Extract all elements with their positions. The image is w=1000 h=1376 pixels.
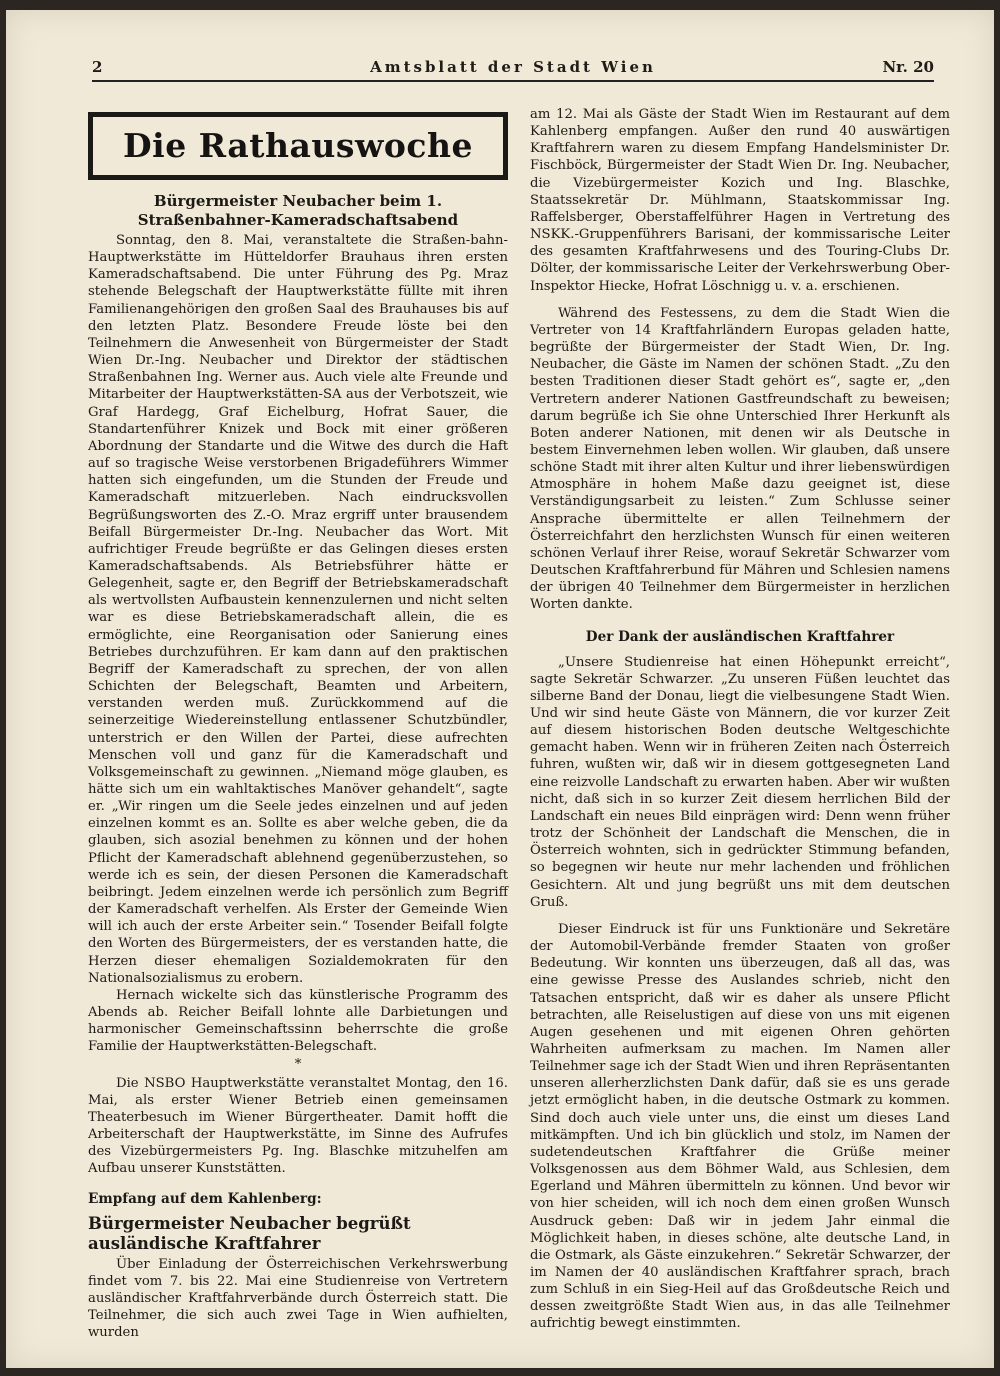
header-rule (92, 80, 934, 82)
publication-title: Amtsblatt der Stadt Wien (370, 58, 656, 76)
story2-paragraph: Während des Festessens, zu dem die Stadt Wien die Vertreter von 14 Kraftfahrländern Europas geladen hatte, begrüßte der Bürgermeister der Stadt Wien, Dr. Ing. Neubacher, die Gäste im Namen der schönen Stadt. „Zu den besten Traditionen dieser Stadt gehört es“, sagte er, „den Vertretern anderer Nationen Gastfreundschaft zu beweisen; darum begrüße ich Sie ohne Unterschied Ihrer Herkunft als Boten anderer Nationen, mit denen wir als Deutsche in bestem Einvernehmen leben wollen. Wir glauben, daß unsere schöne Stadt mit ihrer alten Kultur und ihrer liebenswürdigen Atmosphäre in hohem Maße dazu geeignet ist, diese Verständigungsarbeit zu leisten.“ Zum Schlusse seiner Ansprache übermittelte er allen Teilnehmern der Österreichfahrt den herzlichsten Wunsch für einen weiteren schönen Verlauf ihrer Reise, worauf Sekretär Schwarzer vom Deutschen Kraftfahrerbund für Mähren und Schlesien namens der übrigen 40 Teilnehmer dem Bürgermeister in herzlichen Worten dankte. (530, 305, 950, 613)
story1-headline: Bürgermeister Neubacher beim 1. Straßenbahner-Kameradschaftsabend (137, 192, 459, 229)
right-column (530, 106, 950, 1333)
newspaper-page (6, 10, 994, 1368)
issue-number: Nr. 20 (882, 58, 934, 76)
story3-paragraph: Dieser Eindruck ist für uns Funktionäre und Sekretäre der Automobil-Verbände fremder Staaten von großer Bedeutung. Wir konnten uns überzeugen, daß all das, was eine gewisse Presse des Auslandes schrieb, nicht den Tatsachen entspricht, daß wir es daher als unsere Pflicht betrachten, alle Reiselustigen auf diese von uns mit eigenen Augen gesehenen und mit eigenen Ohren gehörten Wahrheiten aufmerksam zu machen. Im Namen aller Teilnehmer sage ich der Stadt Wien und ihren Repräsentanten unseren allerherzlichsten Dank dafür, daß sie es uns gerade jetzt ermöglicht haben, in die deutsche Ostmark zu kommen. Sind doch auch viele unter uns, die einst um dieses Land mitkämpften. Und ich bin glücklich und stolz, im Namen der sudetendeutschen Kraftfahrer die Grüße meiner Volksgenossen aus dem Böhmer Wald, aus Schlesien, dem Egerland und Mähren übermitteln zu können. Und bevor wir von hier scheiden, will ich noch dem einen großen Wunsch Ausdruck geben: Daß wir in jedem Jahr einmal die Möglichkeit haben, in dieses schöne, alte deutsche Land, in die Ostmark, als Gäste einzukehren.“ Sekretär Schwarzer, der im Namen der 40 ausländischen Kraftfahrer sprach, brach zum Schluß in ein Sieg-Heil auf das Großdeutsche Reich und dessen zweitgrößte Stadt Wien aus, in das alle Teilnehmer aufrichtig bewegt einstimmten. (530, 921, 950, 1332)
left-column (88, 106, 508, 1341)
story1-paragraph: Hernach wickelte sich das künstlerische Programm des Abends ab. Reicher Beifall lohnte alle Darbietungen und harmonischer Gemeinschaftssinn beherrschte die große Familie der Hauptwerkstätten-Belegschaft. (88, 987, 508, 1055)
story2-paragraph-continued: am 12. Mai als Gäste der Stadt Wien im Restaurant auf dem Kahlenberg empfangen. Außer den rund 40 auswärtigen Kraftfahrern waren zu diesem Empfang Handelsminister Dr. Fischböck, Bürgermeister der Stadt Wien Dr. Ing. Neubacher, die Vizebürgermeister Kozich und Ing. Blaschke, Staatssekretär Dr. Mühlmann, Staatskommissar Ing. Raffelsberger, Oberstaffelführer Hagen in Vertretung des NSKK.-Gruppenführers Barisani, der kommissarische Leiter des gesamten Kraftfahrwesens und des Touring-Clubs Dr. Dölter, der kommissarische Leiter der Verkehrswerbung Ober-Inspektor Hiecke, Hofrat Löschnigg u. v. a. erschienen. (530, 107, 950, 294)
running-head (92, 58, 934, 80)
section-title-box (88, 112, 508, 180)
story3-headline: Der Dank der ausländischen Kraftfahrer (585, 628, 895, 645)
story3-paragraph: „Unsere Studienreise hat einen Höhepunkt erreicht“, sagte Sekretär Schwarzer. „Zu unseren Füßen leuchtet das silberne Band der Donau, liegt die vielbesungene Stadt Wien. Und wir sind heute Gäste von Männern, die vor kurzer Zeit auf diesem historischen Boden deutsche Weltgeschichte gemacht haben. Wenn wir in früheren Zeiten nach Österreich fuhren, wußten wir, daß wir in diesem gottgesegneten Land eine reizvolle Landschaft zu erwarten haben. Aber wir wußten nicht, daß sich in so kurzer Zeit diesem herrlichen Bild der Landschaft ein neues Bild einprägen wird: Denn wenn früher trotz der Schönheit der Landschaft die Menschen, die in Österreich wohnten, sich in gedrückter Stimmung befanden, so begegnen wir heute nur mehr lachenden und fröhlichen Gesichtern. Alt und jung begrüßt uns mit dem deutschen Gruß. (530, 654, 950, 910)
section-title: Die Rathauswoche (123, 126, 473, 166)
story2-headline: Bürgermeister Neubacher begrüßt ausländische Kraftfahrer (88, 1213, 411, 1253)
story2-paragraph: Über Einladung der Österreichischen Verkehrswerbung findet vom 7. bis 22. Mai eine Studienreise von Vertretern ausländischer Kraftfahrverbände durch Österreich statt. Die Teilnehmer, die sich auch zwei Tage in Wien aufhielten, wurden (88, 1256, 508, 1341)
story1-paragraph: Sonntag, den 8. Mai, veranstaltete die Straßen-bahn-Hauptwerkstätte im Hütteldorfer Brauhaus ihren ersten Kameradschaftsabend. Die unter Führung des Pg. Mraz stehende Belegschaft der Hauptwerkstätte füllte mit ihren Familienangehörigen den großen Saal des Brauhauses bis auf den letzten Platz. Besondere Freude löste bei den Teilnehmern die Anwesenheit von Bürgermeister der Stadt Wien Dr.-Ing. Neubacher und Direktor der städtischen Straßenbahnen Ing. Werner aus. Auch viele alte Freunde und Mitarbeiter der Hauptwerkstätten-SA aus der Verbotszeit, wie Graf Hardegg, Graf Eichelburg, Hofrat Sauer, die Standartenführer Knizek und Bock mit einer größeren Abordnung der Standarte und die Witwe des durch die Haft auf so tragische Weise verstorbenen Brigadeführers Wimmer hatten sich eingefunden, um die Stunden der Freude und Kameradschaft mitzuerleben. Nach eindrucksvollen Begrüßungsworten des Z.-O. Mraz ergriff unter brausendem Beifall Bürgermeister Dr.-Ing. Neubacher das Wort. Mit aufrichtiger Freude begrüßte er das Gelingen dieses ersten Kameradschaftsabends. Als Betriebsführer hätte er Gelegenheit, sagte er, den Begriff der Betriebskameradschaft als wertvollsten Aufbaustein kennenzulernen und nicht selten war es diese Betriebskameradschaft allein, die es ermöglichte, eine Reorganisation oder Sanierung eines Betriebes durchzuführen. Er kam dann auf den praktischen Begriff der Kameradschaft zu sprechen, der von allen Schichten der Belegschaft, Beamten und Arbeitern, verstanden werden muß. Zurückkommend auf die seinerzeitige Wiedereinstellung entlassener Schutzbündler, unterstrich er den Willen der Partei, diese aufrechten Menschen voll und ganz für die Kameradschaft und Volksgemeinschaft zu gewinnen. „Niemand möge glauben, es hätte sich um ein wahltaktisches Manöver gehandelt“, sagte er. „Wir ringen um die Seele jedes einzelnen und auf jeden einzelnen kommt es an. Sollte es aber welche geben, die da glauben, sich asozial benehmen zu können und der hohen Pflicht der Kameradschaft ablehnend gegenüberzustehen, so werde ich es sein, der diesen Personen die Kameradschaft beibringt. Jedem einzelnen werde ich persönlich zum Begriff der Kameradschaft verhelfen. Als Erster der Gemeinde Wien will ich auch der erste Arbeiter sein.“ Tosender Beifall folgte den Worten des Bürgermeisters, der es verstanden hatte, die Herzen dieser ehemaligen Sozialdemokraten für den Nationalsozialismus zu erobern. (88, 233, 508, 986)
page-number: 2 (92, 58, 103, 76)
story1-paragraph-nsbo: Die NSBO Hauptwerkstätte veranstaltet Montag, den 16. Mai, als erster Wiener Betrieb einen gemeinsamen Theaterbesuch im Wiener Bürgertheater. Damit hofft die Arbeiterschaft der Hauptwerkstätte, im Sinne des Aufrufes des Vizebürgermeisters Pg. Ing. Blaschke mitzuhelfen am Aufbau unserer Kunststätten. (88, 1075, 508, 1177)
separator-asterisk: * (294, 1056, 302, 1072)
story2-kicker: Empfang auf dem Kahlenberg: (88, 1190, 322, 1207)
